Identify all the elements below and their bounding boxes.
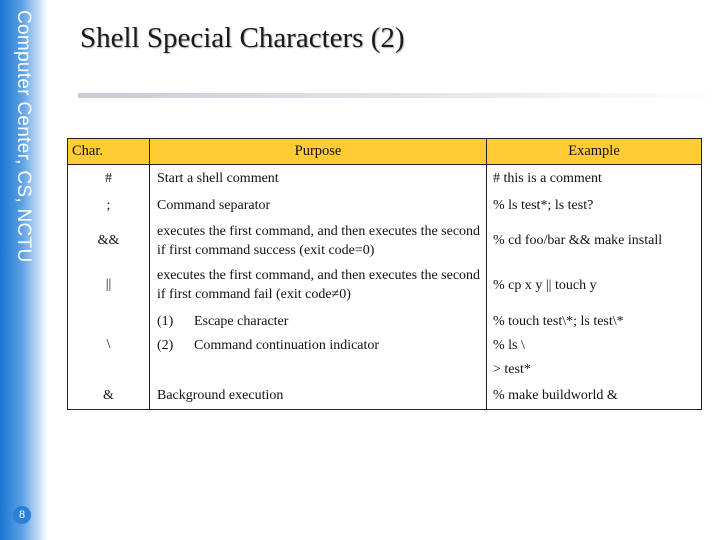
purpose-cell: executes the first command, and then executes the second if first command success (exit code=0) bbox=[150, 219, 487, 263]
example-line: > test* bbox=[493, 361, 531, 377]
special-characters-table bbox=[67, 138, 702, 410]
table-row bbox=[68, 263, 702, 308]
item-number: (2) bbox=[157, 337, 174, 353]
header-purpose: Purpose bbox=[150, 139, 487, 165]
item-text: Escape character bbox=[194, 313, 289, 329]
table-row bbox=[68, 219, 702, 263]
example-cell bbox=[487, 308, 702, 383]
sidebar-label: Computer Center, CS, NCTU bbox=[13, 10, 34, 263]
char-cell: \ bbox=[68, 308, 150, 383]
table-row bbox=[68, 308, 702, 383]
purpose-cell: executes the first command, and then executes the second if first command fail (exit code≠0) bbox=[150, 263, 487, 308]
example-cell: % ls test*; ls test? bbox=[487, 193, 702, 219]
purpose-cell: Start a shell comment bbox=[150, 165, 487, 193]
purpose-cell bbox=[150, 308, 487, 383]
item-text: Command continuation indicator bbox=[194, 337, 380, 353]
example-cell: % cp x y || touch y bbox=[487, 263, 702, 308]
example-cell: # this is a comment bbox=[487, 165, 702, 193]
char-cell: || bbox=[68, 263, 150, 308]
sidebar-banner bbox=[0, 0, 48, 540]
table-row bbox=[68, 383, 702, 410]
char-cell: && bbox=[68, 219, 150, 263]
table-row bbox=[68, 165, 702, 193]
example-cell: % make buildworld & bbox=[487, 383, 702, 410]
purpose-list-item bbox=[157, 333, 486, 357]
page-title: Shell Special Characters (2) bbox=[80, 22, 405, 54]
char-cell: # bbox=[68, 165, 150, 193]
table-header-row bbox=[68, 139, 702, 165]
item-number: (1) bbox=[157, 313, 174, 329]
header-example: Example bbox=[487, 139, 702, 165]
purpose-cell: Background execution bbox=[150, 383, 487, 410]
purpose-list-item bbox=[157, 309, 486, 333]
title-divider bbox=[78, 93, 720, 98]
example-cell: % cd foo/bar && make install bbox=[487, 219, 702, 263]
page-number: 8 bbox=[13, 506, 31, 524]
example-line: % touch test\*; ls test\* bbox=[493, 313, 624, 329]
header-char: Char. bbox=[68, 139, 150, 165]
example-line: % ls \ bbox=[493, 337, 525, 353]
table-row bbox=[68, 193, 702, 219]
char-cell: ; bbox=[68, 193, 150, 219]
purpose-cell: Command separator bbox=[150, 193, 487, 219]
char-cell: & bbox=[68, 383, 150, 410]
